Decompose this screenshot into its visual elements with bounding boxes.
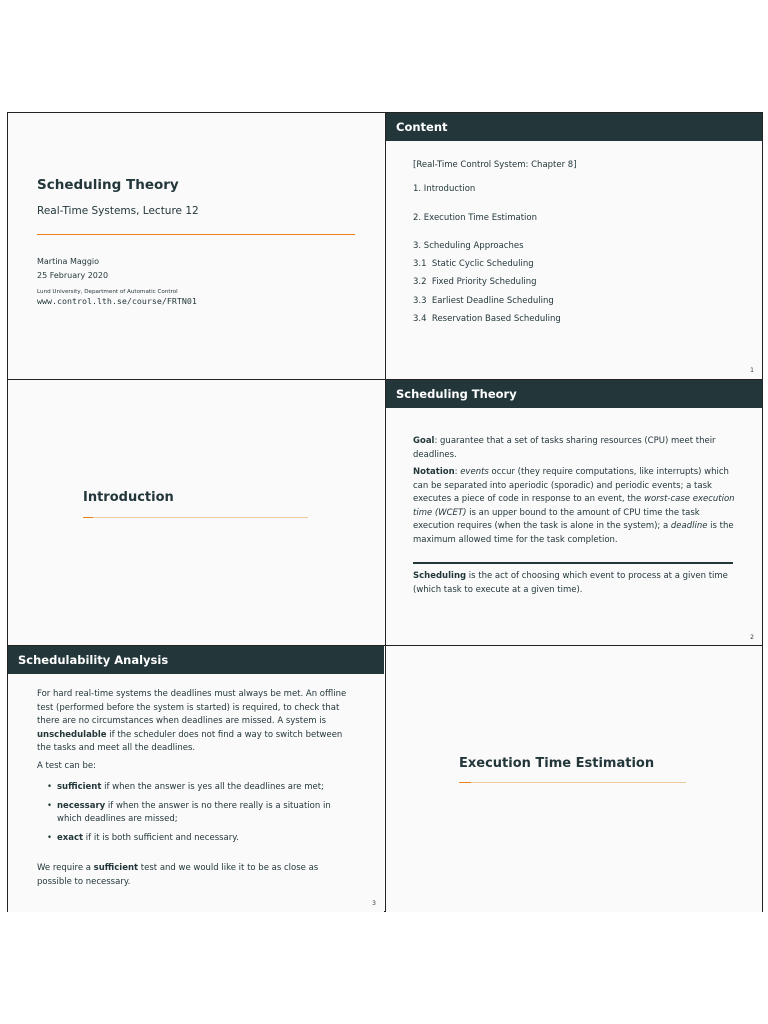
conclusion-paragraph	[37, 862, 337, 889]
slide-grid	[7, 112, 763, 912]
content-header: Content	[386, 113, 762, 141]
page-number: 3	[372, 900, 376, 907]
term-wcet: worst-case execution time (WCET)	[413, 494, 735, 518]
subtitle: Real-Time Systems, Lecture 12	[37, 205, 199, 217]
date: 25 February 2020	[37, 271, 109, 280]
slide-schedulability-analysis	[8, 646, 384, 912]
goal-text: : guarantee that a set of tasks sharing resources (CPU) meet their deadlines.	[413, 436, 716, 460]
scheduling-label: Scheduling	[413, 571, 467, 581]
goal-paragraph	[413, 435, 733, 462]
test-intro: A test can be:	[37, 761, 97, 771]
term-sufficient: sufficient	[93, 863, 139, 873]
intro-paragraph	[37, 688, 357, 756]
scheduling-text: is the act of choosing which event to process at a given time (which task to execute at a given time).	[413, 571, 728, 595]
notation-text: occur (they require computations, like interrupts) which can be separated into aperiodic (sporadic) and periodic events; a task executes a piece of code in response to an event, the	[413, 467, 729, 504]
item-text: if when the answer is yes all the deadlines are met;	[101, 782, 324, 792]
notation-text: :	[454, 467, 461, 477]
term-exact: exact	[57, 832, 84, 843]
item-text: if when the answer is no there really is a situation in which deadlines are missed;	[57, 800, 331, 824]
title: Scheduling Theory	[37, 177, 179, 193]
slide-title	[8, 113, 384, 379]
list-item	[47, 781, 347, 795]
title-divider	[37, 234, 355, 235]
section-title: Introduction	[83, 490, 174, 505]
notation-text: is an upper bound to the amount of CPU time the task execution requires (when the task is alone in the system); a	[413, 507, 700, 531]
toc-item: 3.2 Fixed Priority Scheduling	[413, 277, 537, 287]
slide-section-introduction	[8, 380, 384, 646]
slide-scheduling-theory	[386, 380, 762, 646]
page-number: 1	[750, 367, 754, 374]
conclusion-text: test and we would like it to be as close as possible to necessary.	[37, 863, 319, 887]
toc-item: 1. Introduction	[413, 184, 476, 194]
conclusion-text: We require a	[37, 863, 94, 873]
notation-text: is the maximum allowed time for the task completion.	[413, 521, 734, 545]
scheduling-definition	[413, 570, 735, 597]
notation-paragraph	[413, 466, 735, 547]
scheduling-theory-header: Scheduling Theory	[386, 380, 762, 408]
list-item	[47, 800, 347, 827]
chapter-reference: [Real-Time Control System: Chapter 8]	[413, 160, 577, 170]
term-unschedulable: unschedulable	[37, 729, 107, 740]
intro-text: For hard real-time systems the deadlines must always be met. An offline test (performed before the system is started) is required, to check that there are no circumstances when deadlines are missed. A system is	[37, 689, 347, 726]
institute: Lund University, Department of Automatic Control	[37, 289, 178, 295]
notation-label: Notation	[413, 467, 455, 477]
column-divider	[385, 113, 386, 911]
toc-item: 2. Execution Time Estimation	[413, 213, 537, 223]
toc-item: 3. Scheduling Approaches	[413, 241, 524, 251]
section-progress-fill	[83, 517, 93, 518]
slide-section-execution-time	[386, 646, 762, 912]
page-number: 2	[750, 634, 754, 641]
test-list	[37, 781, 347, 850]
schedulability-header: Schedulability Analysis	[8, 646, 384, 674]
section-progress-bar	[83, 517, 308, 518]
section-title: Execution Time Estimation	[459, 756, 655, 771]
term-necessary: necessary	[57, 800, 106, 811]
list-item	[47, 832, 347, 846]
term-sufficient: sufficient	[57, 782, 102, 792]
item-text: if it is both sufficient and necessary.	[83, 832, 239, 843]
course-url: www.control.lth.se/course/FRTN01	[37, 296, 197, 306]
toc-item: 3.4 Reservation Based Scheduling	[413, 314, 561, 324]
definition-divider	[413, 562, 733, 564]
toc-item: 3.1 Static Cyclic Scheduling	[413, 259, 534, 269]
goal-label: Goal	[413, 436, 435, 446]
term-events: events	[460, 467, 489, 477]
author: Martina Maggio	[37, 257, 100, 266]
term-deadline: deadline	[670, 521, 708, 531]
section-progress-bar	[459, 782, 686, 783]
slide-content	[386, 113, 762, 379]
section-progress-fill	[459, 782, 471, 783]
toc-item: 3.3 Earliest Deadline Scheduling	[413, 296, 554, 306]
intro-text: if the scheduler does not find a way to switch between the tasks and meet all the deadlines.	[37, 729, 343, 753]
